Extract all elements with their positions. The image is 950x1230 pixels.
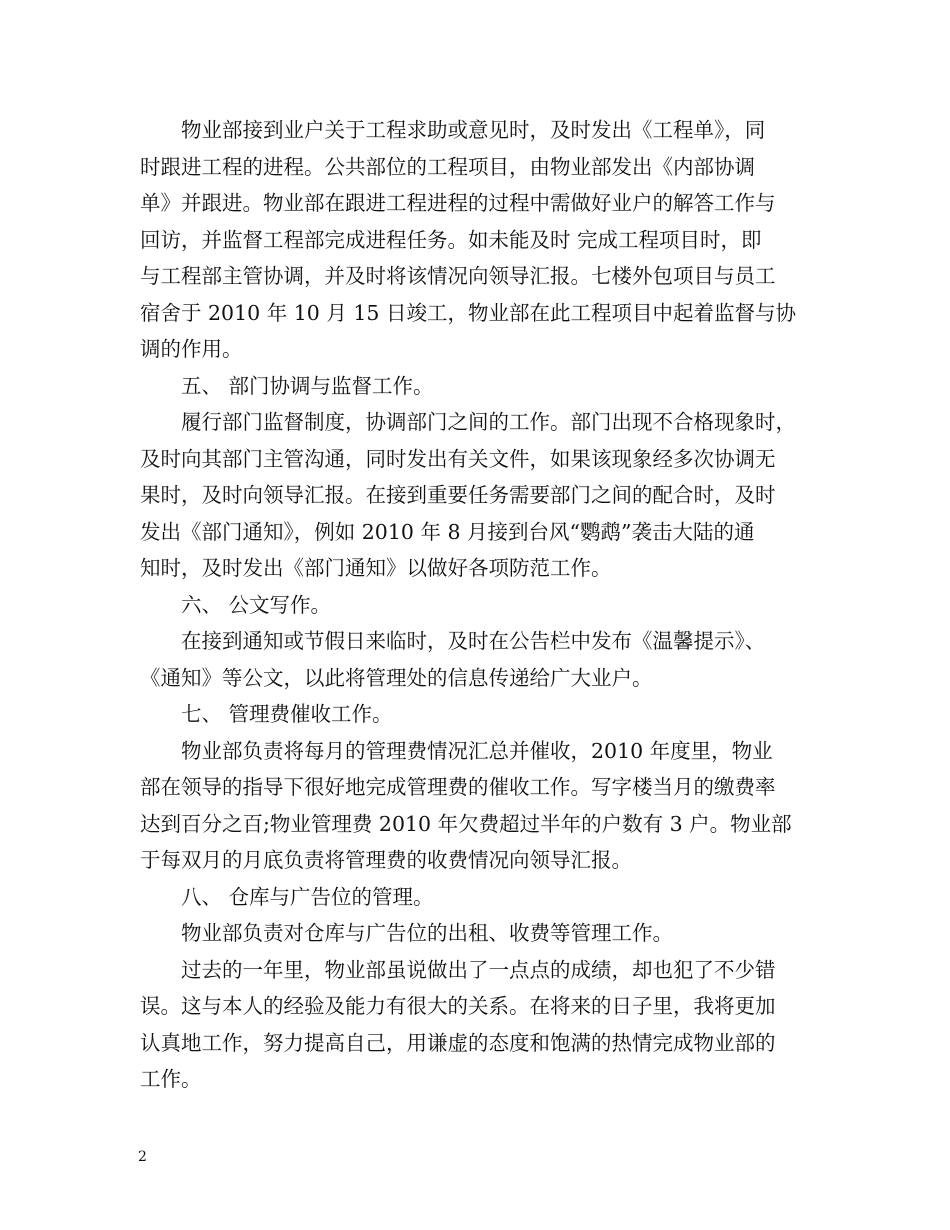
text-line: 于每双月的月底负责将管理费的收费情况向领导汇报。: [140, 848, 632, 872]
section-heading: 五、 部门协调与监督工作。: [181, 373, 434, 398]
text-line: 《通知》等公文，以此将管理处的信息传递给广大业户。: [140, 665, 653, 690]
text-line: 达到百分之百;物业管理费 2010 年欠费超过半年的户数有 3 户。物业部: [140, 811, 792, 836]
text-line: 知时，及时发出《部门通知》以做好各项防范工作。: [140, 556, 612, 580]
section-heading: 六、 公文写作。: [181, 592, 332, 617]
text-line: 过去的一年里，物业部虽说做出了一点点的成绩，却也犯了不少错: [181, 957, 776, 982]
text-line: 及时向其部门主管沟通，同时发出有关文件，如果该现象经多次协调无: [140, 446, 776, 471]
text-line: 时跟进工程的进程。公共部位的工程项目，由物业部发出《内部协调: [140, 154, 755, 179]
text-line: 物业部负责将每月的管理费情况汇总并催收，2010 年度里，物业: [181, 738, 773, 763]
text-line: 部在领导的指导下很好地完成管理费的催收工作。写字楼当月的缴费率: [140, 775, 776, 799]
document-body: [140, 112, 816, 1098]
text-line: 物业部负责对仓库与广告位的出租、收费等管理工作。: [181, 921, 673, 945]
text-line: 宿舍于 2010 年 10 月 15 日竣工，物业部在此工程项目中起着监督与协: [140, 300, 796, 325]
text-line: 认真地工作，努力提高自己，用谦虚的态度和饱满的热情完成物业部的: [140, 1030, 776, 1055]
section-heading: 七、 管理费催收工作。: [181, 702, 393, 726]
text-line: 单》并跟进。物业部在跟进工程进程的过程中需做好业户的解答工作与: [140, 191, 776, 215]
page-number: 2: [138, 1149, 147, 1165]
text-line: 果时，及时向领导汇报。在接到重要任务需要部门之间的配合时，及时: [140, 483, 776, 507]
section-heading: 八、 仓库与广告位的管理。: [181, 884, 434, 909]
text-line: 发出《部门通知》，例如 2010 年 8 月接到台风“鹦鹉”袭击大陆的通: [140, 519, 755, 544]
text-line: 与工程部主管协调，并及时将该情况向领导汇报。七楼外包项目与员工: [140, 264, 776, 288]
text-line: 履行部门监督制度，协调部门之间的工作。部门出现不合格现象时，: [181, 410, 796, 434]
text-line: 误。这与本人的经验及能力有很大的关系。在将来的日子里，我将更加: [140, 994, 776, 1018]
text-line: 工作。: [140, 1067, 202, 1091]
text-line: 在接到通知或节假日来临时，及时在公告栏中发布《温馨提示》、: [181, 629, 766, 653]
text-line: 调的作用。: [140, 337, 243, 361]
text-line: 回访，并监督工程部完成进程任务。如未能及时 完成工程项目时，即: [140, 227, 762, 252]
text-line: 物业部接到业户关于工程求助或意见时，及时发出《工程单》，同: [181, 118, 766, 142]
